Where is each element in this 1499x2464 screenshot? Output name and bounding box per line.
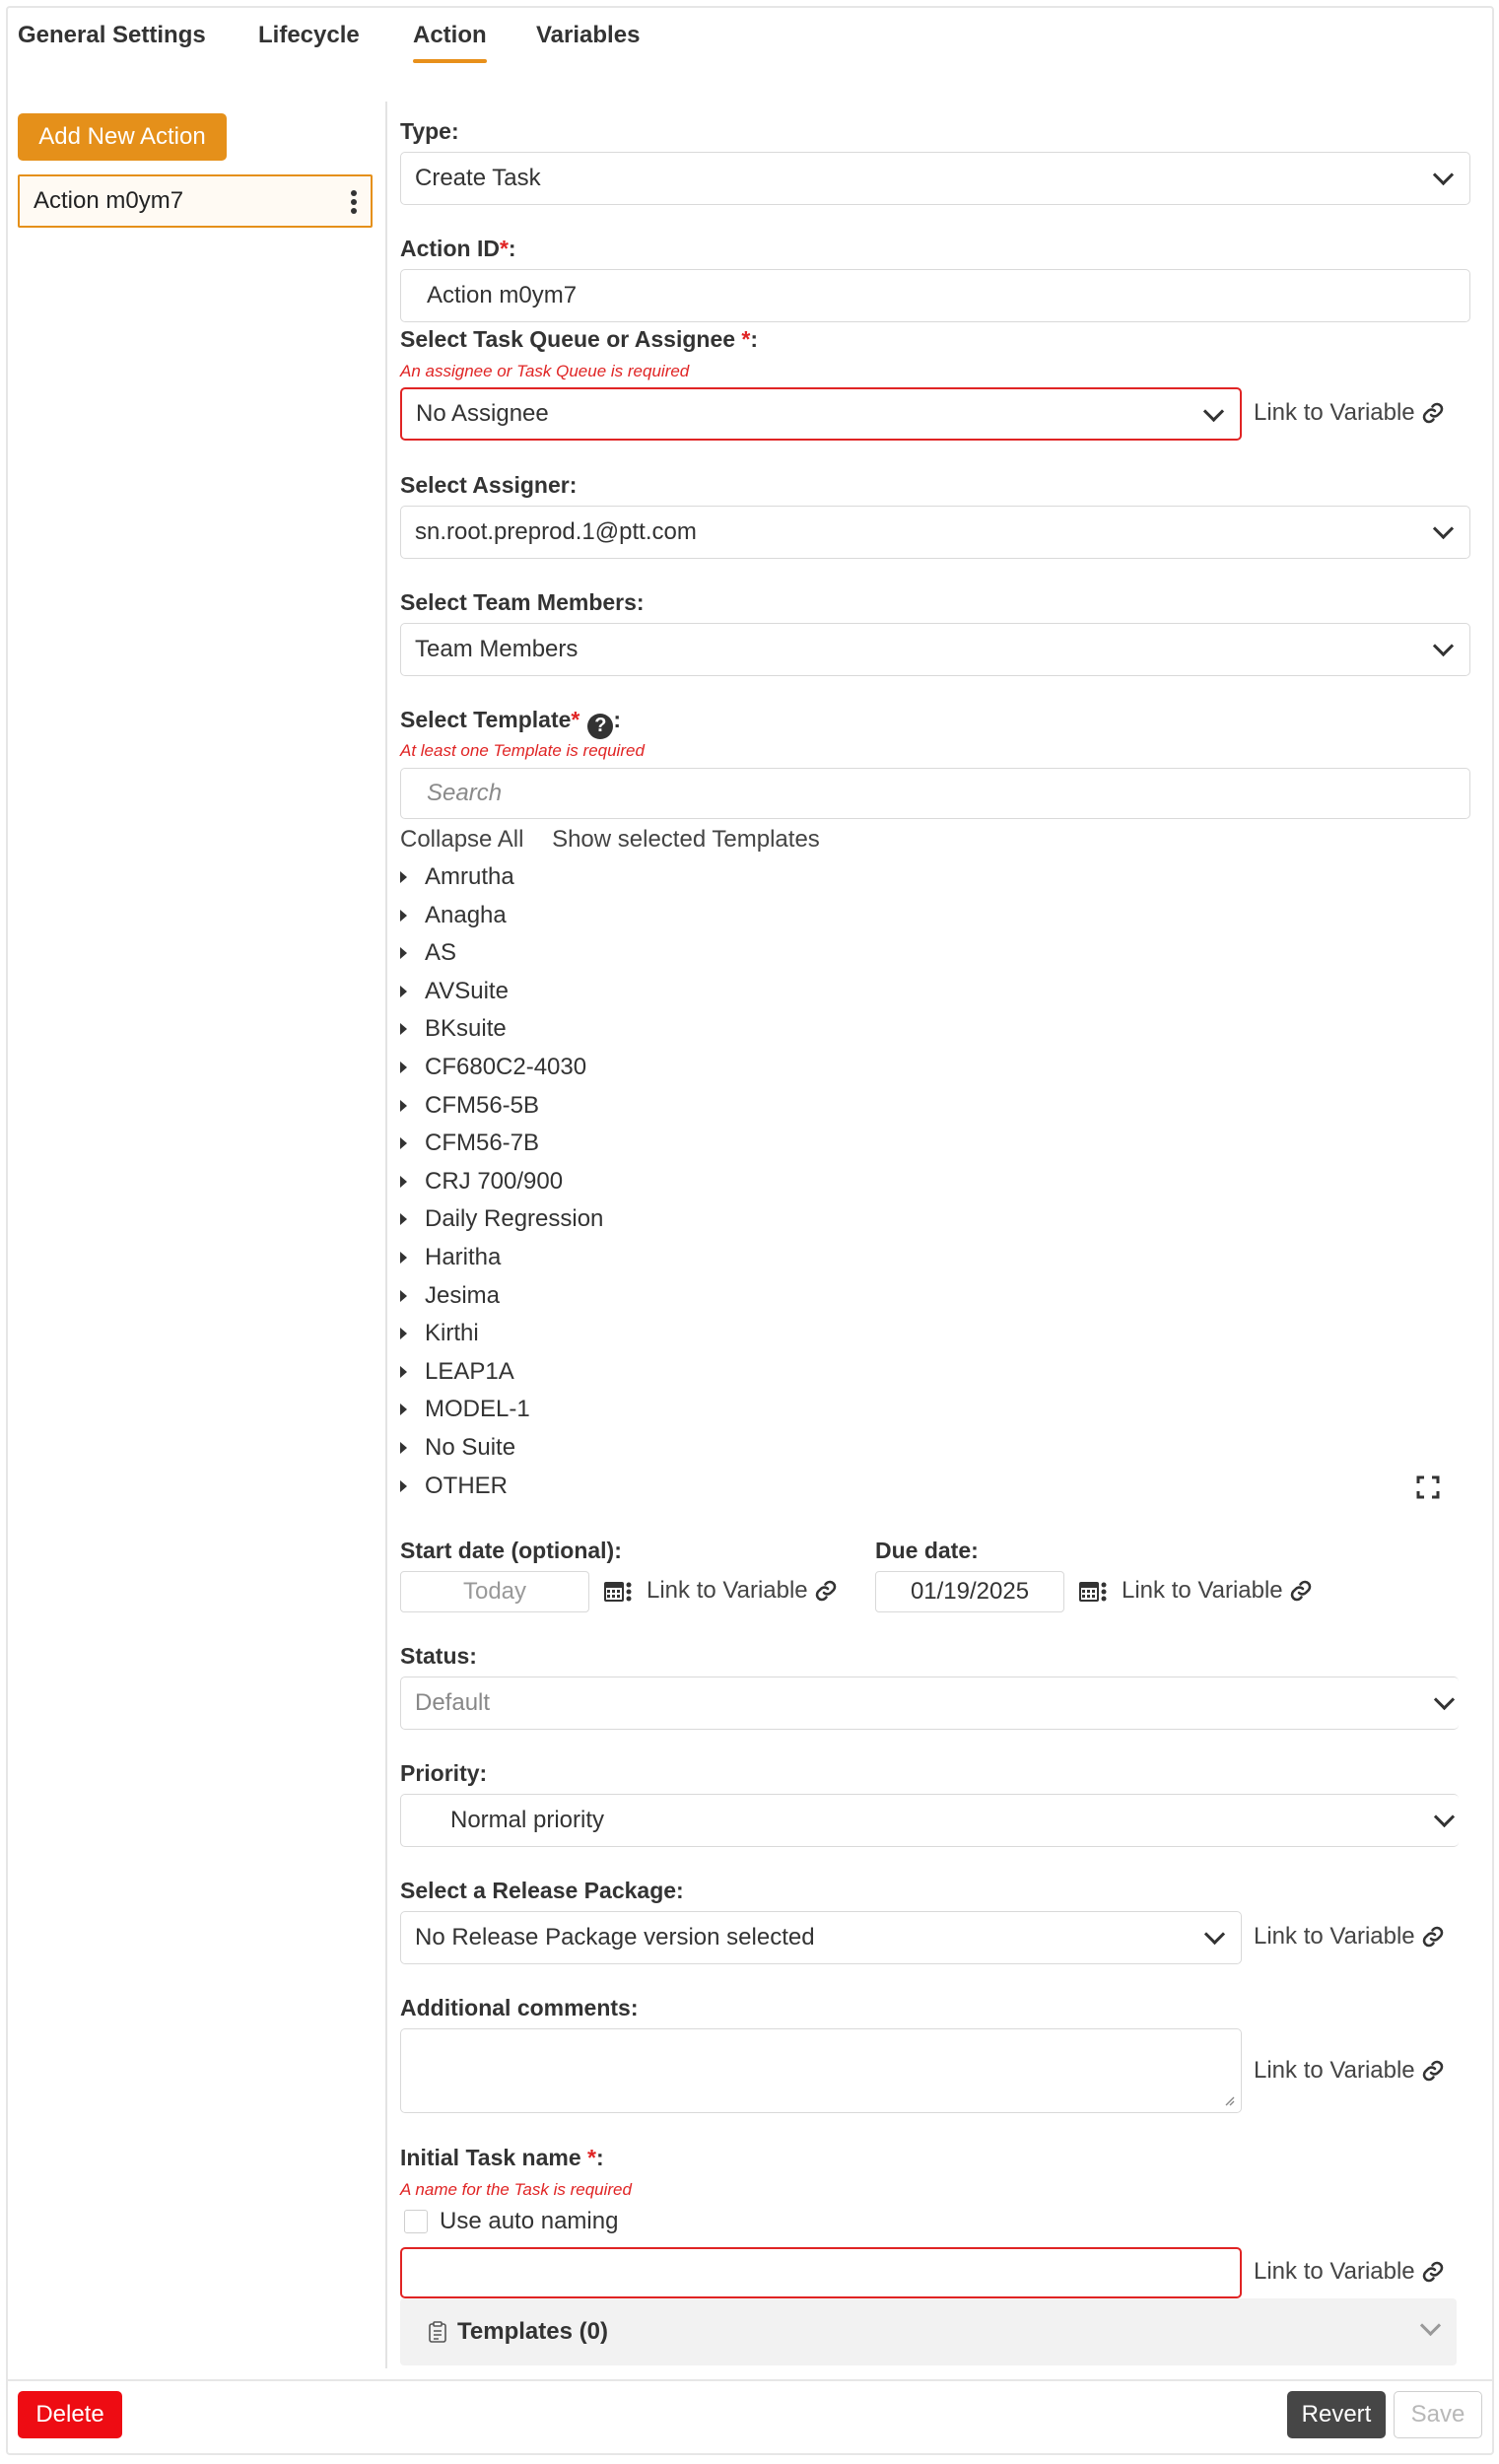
status-label: Status: <box>400 1643 477 1669</box>
template-tree-item-label: No Suite <box>425 1434 516 1461</box>
team-members-label: Select Team Members: <box>400 589 645 615</box>
caret-right-icon[interactable] <box>400 1480 407 1492</box>
assignee-link-to-variable[interactable] <box>1254 399 1445 427</box>
template-tree-item-label: CF680C2-4030 <box>425 1054 587 1080</box>
resize-handle-icon[interactable] <box>1223 2094 1235 2106</box>
revert-button[interactable]: Revert <box>1287 2391 1386 2438</box>
status-value: Default <box>415 1689 491 1716</box>
template-tree-item[interactable] <box>400 902 507 929</box>
release-package-label: Select a Release Package: <box>400 1878 684 1903</box>
caret-right-icon[interactable] <box>400 1366 407 1378</box>
template-tree-item-label: BKsuite <box>425 1015 507 1043</box>
template-tree-item-label: CFM56-5B <box>425 1091 540 1119</box>
add-new-action-button[interactable]: Add New Action <box>18 113 227 161</box>
auto-naming-label: Use auto naming <box>440 2208 619 2234</box>
collapse-all-link[interactable]: Collapse All <box>400 826 524 853</box>
action-id-input[interactable]: Action m0ym7 <box>400 269 1470 322</box>
caret-right-icon[interactable] <box>400 1061 407 1073</box>
assigner-select[interactable] <box>400 506 1470 559</box>
comments-textarea[interactable] <box>400 2028 1242 2113</box>
template-tree-item[interactable] <box>400 1205 603 1233</box>
type-select[interactable] <box>400 152 1470 205</box>
tab-lifecycle[interactable]: Lifecycle <box>258 22 360 48</box>
footer-divider <box>6 2379 1494 2381</box>
template-tree-item[interactable] <box>400 1434 515 1462</box>
assignee-select[interactable] <box>400 387 1242 441</box>
sidebar-divider <box>385 102 387 2368</box>
task-name-link-to-variable[interactable] <box>1254 2258 1445 2286</box>
link-to-variable-label: Link to Variable <box>1254 2258 1415 2285</box>
clipboard-icon <box>428 2321 447 2343</box>
caret-right-icon[interactable] <box>400 871 407 883</box>
start-date-input[interactable]: Today <box>400 1571 589 1612</box>
template-tree-item-label: Daily Regression <box>425 1205 604 1233</box>
template-label: Select Template* ? : <box>400 707 621 739</box>
template-tree-item[interactable] <box>400 1358 514 1386</box>
template-tree-item-label: Amrutha <box>425 863 514 890</box>
tab-general-settings[interactable]: General Settings <box>18 22 206 48</box>
template-error: At least one Template is required <box>400 741 645 760</box>
link-icon <box>1421 1925 1445 1949</box>
link-to-variable-label: Link to Variable <box>1254 2057 1415 2084</box>
due-date-link-to-variable[interactable] <box>1122 1577 1313 1605</box>
status-select[interactable] <box>400 1677 1459 1730</box>
release-package-link-to-variable[interactable] <box>1254 1923 1445 1951</box>
link-to-variable-label: Link to Variable <box>1254 399 1415 426</box>
template-tree-item-label: OTHER <box>425 1472 508 1499</box>
task-name-label: Initial Task name *: <box>400 2145 604 2170</box>
template-tree-item[interactable] <box>400 1472 508 1500</box>
template-tree-item[interactable] <box>400 939 456 967</box>
link-icon <box>1421 401 1445 425</box>
template-tree-item-label: MODEL-1 <box>425 1396 530 1423</box>
template-tree-item[interactable] <box>400 1168 563 1196</box>
template-tree-item-label: AVSuite <box>425 977 509 1004</box>
link-icon <box>814 1579 838 1603</box>
template-tree-item[interactable] <box>400 1054 586 1081</box>
chevron-down-icon <box>1205 1929 1223 1947</box>
help-icon[interactable]: ? <box>587 714 613 739</box>
template-tree-item[interactable] <box>400 1320 479 1347</box>
assignee-error: An assignee or Task Queue is required <box>400 362 690 380</box>
save-button[interactable]: Save <box>1394 2391 1482 2438</box>
caret-right-icon[interactable] <box>400 1137 407 1149</box>
template-search-input[interactable]: Search <box>400 768 1470 819</box>
template-tree-controls <box>400 826 820 854</box>
comments-label: Additional comments: <box>400 1995 639 2020</box>
start-date-link-to-variable[interactable] <box>647 1577 838 1605</box>
caret-right-icon[interactable] <box>400 1100 407 1112</box>
caret-right-icon[interactable] <box>400 986 407 997</box>
assigner-value: sn.root.preprod.1@ptt.com <box>415 518 697 545</box>
task-name-input[interactable] <box>400 2247 1242 2298</box>
chevron-down-icon <box>1434 641 1452 658</box>
start-date-label: Start date (optional): <box>400 1538 622 1563</box>
calendar-icon[interactable] <box>1078 1579 1108 1605</box>
caret-right-icon[interactable] <box>400 947 407 959</box>
template-tree-item[interactable] <box>400 1092 539 1120</box>
team-members-select[interactable] <box>400 623 1470 676</box>
auto-naming-checkbox[interactable] <box>404 2210 428 2233</box>
release-package-value: No Release Package version selected <box>415 1924 815 1951</box>
link-to-variable-label: Link to Variable <box>1254 1923 1415 1950</box>
tab-action[interactable]: Action <box>413 22 487 48</box>
link-to-variable-label: Link to Variable <box>647 1577 808 1604</box>
template-tree-item[interactable] <box>400 863 514 891</box>
caret-right-icon[interactable] <box>400 1328 407 1339</box>
template-tree-item-label: LEAP1A <box>425 1357 514 1385</box>
link-icon <box>1289 1579 1313 1603</box>
show-selected-templates-link[interactable]: Show selected Templates <box>552 826 820 853</box>
template-tree-item[interactable] <box>400 1396 530 1423</box>
expand-icon[interactable] <box>1416 1475 1440 1499</box>
assignee-label: Select Task Queue or Assignee *: <box>400 326 759 352</box>
due-date-label: Due date: <box>875 1538 979 1563</box>
priority-value: Normal priority <box>450 1807 605 1833</box>
tab-variables[interactable]: Variables <box>536 22 641 48</box>
template-tree-item-label: Kirthi <box>425 1320 479 1347</box>
comments-link-to-variable[interactable] <box>1254 2057 1445 2085</box>
templates-panel[interactable] <box>400 2298 1457 2365</box>
chevron-down-icon <box>1421 2320 1439 2338</box>
chevron-down-icon <box>1435 1694 1453 1712</box>
chevron-down-icon <box>1434 170 1452 187</box>
caret-right-icon[interactable] <box>400 1442 407 1454</box>
template-tree-item-label: CFM56-7B <box>425 1129 540 1157</box>
template-tree-item[interactable] <box>400 1282 500 1310</box>
chevron-down-icon <box>1435 1812 1453 1829</box>
caret-right-icon[interactable] <box>400 1213 407 1225</box>
chevron-down-icon <box>1434 523 1452 541</box>
assigner-label: Select Assigner: <box>400 472 578 498</box>
caret-right-icon[interactable] <box>400 1252 407 1264</box>
task-name-error: A name for the Task is required <box>400 2180 632 2199</box>
template-tree-item-label: Anagha <box>425 901 507 928</box>
calendar-icon[interactable] <box>603 1579 633 1605</box>
type-value: Create Task <box>415 165 541 191</box>
template-tree-item[interactable] <box>400 1244 501 1271</box>
team-members-value: Team Members <box>415 636 579 662</box>
caret-right-icon[interactable] <box>400 1023 407 1035</box>
link-to-variable-label: Link to Variable <box>1122 1577 1283 1604</box>
priority-label: Priority: <box>400 1760 488 1786</box>
link-icon <box>1421 2260 1445 2284</box>
priority-select[interactable] <box>400 1794 1459 1847</box>
due-date-input[interactable]: 01/19/2025 <box>875 1571 1064 1612</box>
template-tree-item-label: Jesima <box>425 1281 501 1309</box>
template-tree-item-label: Haritha <box>425 1244 502 1270</box>
action-item-label: Action m0ym7 <box>34 187 184 214</box>
delete-button[interactable]: Delete <box>18 2391 122 2438</box>
release-package-select[interactable] <box>400 1911 1242 1964</box>
template-tree-item[interactable] <box>400 1015 507 1043</box>
template-tree-item[interactable] <box>400 978 509 1005</box>
template-tree-item-label: AS <box>425 939 457 967</box>
chevron-down-icon <box>1204 406 1222 424</box>
type-label: Type: <box>400 118 459 144</box>
caret-right-icon[interactable] <box>400 910 407 922</box>
caret-right-icon[interactable] <box>400 1290 407 1302</box>
action-list-item[interactable] <box>18 174 373 228</box>
template-tree-item[interactable] <box>400 1129 539 1157</box>
kebab-menu-icon[interactable] <box>349 188 359 216</box>
action-id-label: Action ID*: <box>400 236 516 261</box>
templates-panel-label: Templates (0) <box>457 2318 608 2345</box>
assignee-value: No Assignee <box>416 400 549 427</box>
caret-right-icon[interactable] <box>400 1176 407 1188</box>
link-icon <box>1421 2059 1445 2083</box>
caret-right-icon[interactable] <box>400 1403 407 1415</box>
template-tree-item-label: CRJ 700/900 <box>425 1167 564 1195</box>
